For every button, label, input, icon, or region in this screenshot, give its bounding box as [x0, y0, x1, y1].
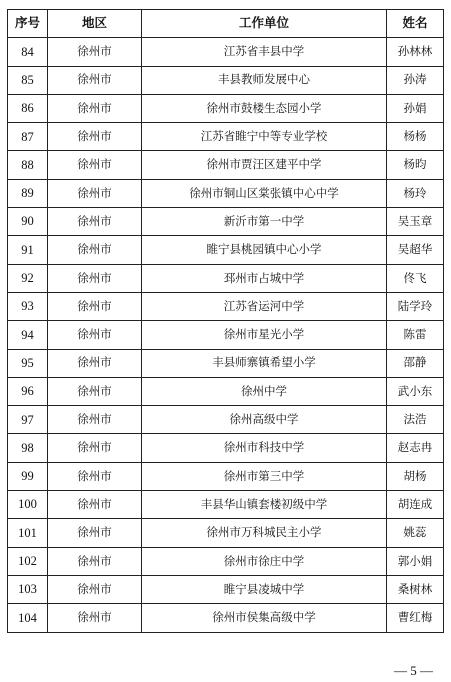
- cell-number: 92: [8, 264, 48, 292]
- cell-name: 胡杨: [387, 462, 444, 490]
- cell-number: 86: [8, 94, 48, 122]
- table-row: [8, 236, 444, 264]
- table-body: [8, 38, 444, 632]
- cell-number: 97: [8, 406, 48, 434]
- cell-name: 孙涛: [387, 66, 444, 94]
- cell-name: 法浩: [387, 406, 444, 434]
- cell-name: 杨杨: [387, 123, 444, 151]
- cell-region: 徐州市: [48, 547, 142, 575]
- table-header-row: [8, 10, 444, 38]
- cell-number: 89: [8, 179, 48, 207]
- cell-number: 96: [8, 377, 48, 405]
- cell-region: 徐州市: [48, 349, 142, 377]
- table-row: [8, 123, 444, 151]
- cell-region: 徐州市: [48, 575, 142, 603]
- table-row: [8, 491, 444, 519]
- cell-unit: 邳州市占城中学: [142, 264, 387, 292]
- cell-number: 87: [8, 123, 48, 151]
- table-row: [8, 321, 444, 349]
- cell-region: 徐州市: [48, 519, 142, 547]
- cell-name: 杨昀: [387, 151, 444, 179]
- cell-region: 徐州市: [48, 292, 142, 320]
- header-number: 序号: [8, 10, 48, 38]
- cell-region: 徐州市: [48, 179, 142, 207]
- header-unit: 工作单位: [142, 10, 387, 38]
- cell-number: 100: [8, 491, 48, 519]
- cell-number: 88: [8, 151, 48, 179]
- cell-unit: 徐州市科技中学: [142, 434, 387, 462]
- cell-region: 徐州市: [48, 321, 142, 349]
- cell-region: 徐州市: [48, 66, 142, 94]
- cell-number: 85: [8, 66, 48, 94]
- cell-unit: 徐州市鼓楼生态园小学: [142, 94, 387, 122]
- cell-unit: 江苏省丰县中学: [142, 38, 387, 66]
- roster-table: [7, 9, 444, 633]
- table-row: [8, 462, 444, 490]
- cell-name: 邵静: [387, 349, 444, 377]
- header-name: 姓名: [387, 10, 444, 38]
- table-row: [8, 208, 444, 236]
- table-row: [8, 38, 444, 66]
- cell-number: 104: [8, 604, 48, 632]
- cell-name: 吴超华: [387, 236, 444, 264]
- cell-region: 徐州市: [48, 264, 142, 292]
- cell-region: 徐州市: [48, 462, 142, 490]
- cell-name: 佟飞: [387, 264, 444, 292]
- cell-unit: 徐州市第三中学: [142, 462, 387, 490]
- cell-number: 98: [8, 434, 48, 462]
- cell-unit: 丰县华山镇套楼初级中学: [142, 491, 387, 519]
- cell-number: 95: [8, 349, 48, 377]
- cell-unit: 江苏省睢宁中等专业学校: [142, 123, 387, 151]
- cell-name: 赵志冉: [387, 434, 444, 462]
- cell-name: 杨玲: [387, 179, 444, 207]
- table-row: [8, 292, 444, 320]
- table-row: [8, 377, 444, 405]
- cell-name: 陈雷: [387, 321, 444, 349]
- cell-region: 徐州市: [48, 377, 142, 405]
- cell-unit: 睢宁县凌城中学: [142, 575, 387, 603]
- cell-region: 徐州市: [48, 123, 142, 151]
- cell-number: 94: [8, 321, 48, 349]
- cell-unit: 徐州市侯集高级中学: [142, 604, 387, 632]
- cell-number: 90: [8, 208, 48, 236]
- cell-unit: 徐州市徐庄中学: [142, 547, 387, 575]
- cell-region: 徐州市: [48, 406, 142, 434]
- cell-name: 胡连成: [387, 491, 444, 519]
- cell-name: 姚蕊: [387, 519, 444, 547]
- cell-region: 徐州市: [48, 151, 142, 179]
- cell-number: 103: [8, 575, 48, 603]
- table-row: [8, 264, 444, 292]
- cell-region: 徐州市: [48, 38, 142, 66]
- cell-region: 徐州市: [48, 434, 142, 462]
- cell-name: 陆学玲: [387, 292, 444, 320]
- page-number: — 5 —: [394, 663, 433, 678]
- table-row: [8, 434, 444, 462]
- cell-region: 徐州市: [48, 94, 142, 122]
- cell-number: 84: [8, 38, 48, 66]
- table-row: [8, 349, 444, 377]
- cell-unit: 丰县师寨镇希望小学: [142, 349, 387, 377]
- cell-name: 武小东: [387, 377, 444, 405]
- cell-region: 徐州市: [48, 208, 142, 236]
- cell-name: 吴玉章: [387, 208, 444, 236]
- cell-unit: 徐州中学: [142, 377, 387, 405]
- table-row: [8, 151, 444, 179]
- cell-unit: 睢宁县桃园镇中心小学: [142, 236, 387, 264]
- cell-region: 徐州市: [48, 491, 142, 519]
- header-region: 地区: [48, 10, 142, 38]
- cell-region: 徐州市: [48, 604, 142, 632]
- cell-unit: 徐州市万科城民主小学: [142, 519, 387, 547]
- cell-unit: 江苏省运河中学: [142, 292, 387, 320]
- table-row: [8, 575, 444, 603]
- cell-number: 102: [8, 547, 48, 575]
- cell-name: 郭小娟: [387, 547, 444, 575]
- cell-number: 93: [8, 292, 48, 320]
- cell-unit: 新沂市第一中学: [142, 208, 387, 236]
- cell-name: 孙林林: [387, 38, 444, 66]
- cell-number: 91: [8, 236, 48, 264]
- cell-region: 徐州市: [48, 236, 142, 264]
- cell-unit: 徐州市星光小学: [142, 321, 387, 349]
- cell-unit: 徐州市贾汪区建平中学: [142, 151, 387, 179]
- cell-unit: 丰县教师发展中心: [142, 66, 387, 94]
- table-row: [8, 519, 444, 547]
- table-row: [8, 547, 444, 575]
- cell-number: 99: [8, 462, 48, 490]
- table-row: [8, 94, 444, 122]
- table-row: [8, 604, 444, 632]
- cell-name: 桑树林: [387, 575, 444, 603]
- table-row: [8, 66, 444, 94]
- cell-name: 孙娟: [387, 94, 444, 122]
- table-row: [8, 179, 444, 207]
- cell-unit: 徐州市铜山区棠张镇中心中学: [142, 179, 387, 207]
- cell-unit: 徐州高级中学: [142, 406, 387, 434]
- cell-name: 曹红梅: [387, 604, 444, 632]
- table-row: [8, 406, 444, 434]
- cell-number: 101: [8, 519, 48, 547]
